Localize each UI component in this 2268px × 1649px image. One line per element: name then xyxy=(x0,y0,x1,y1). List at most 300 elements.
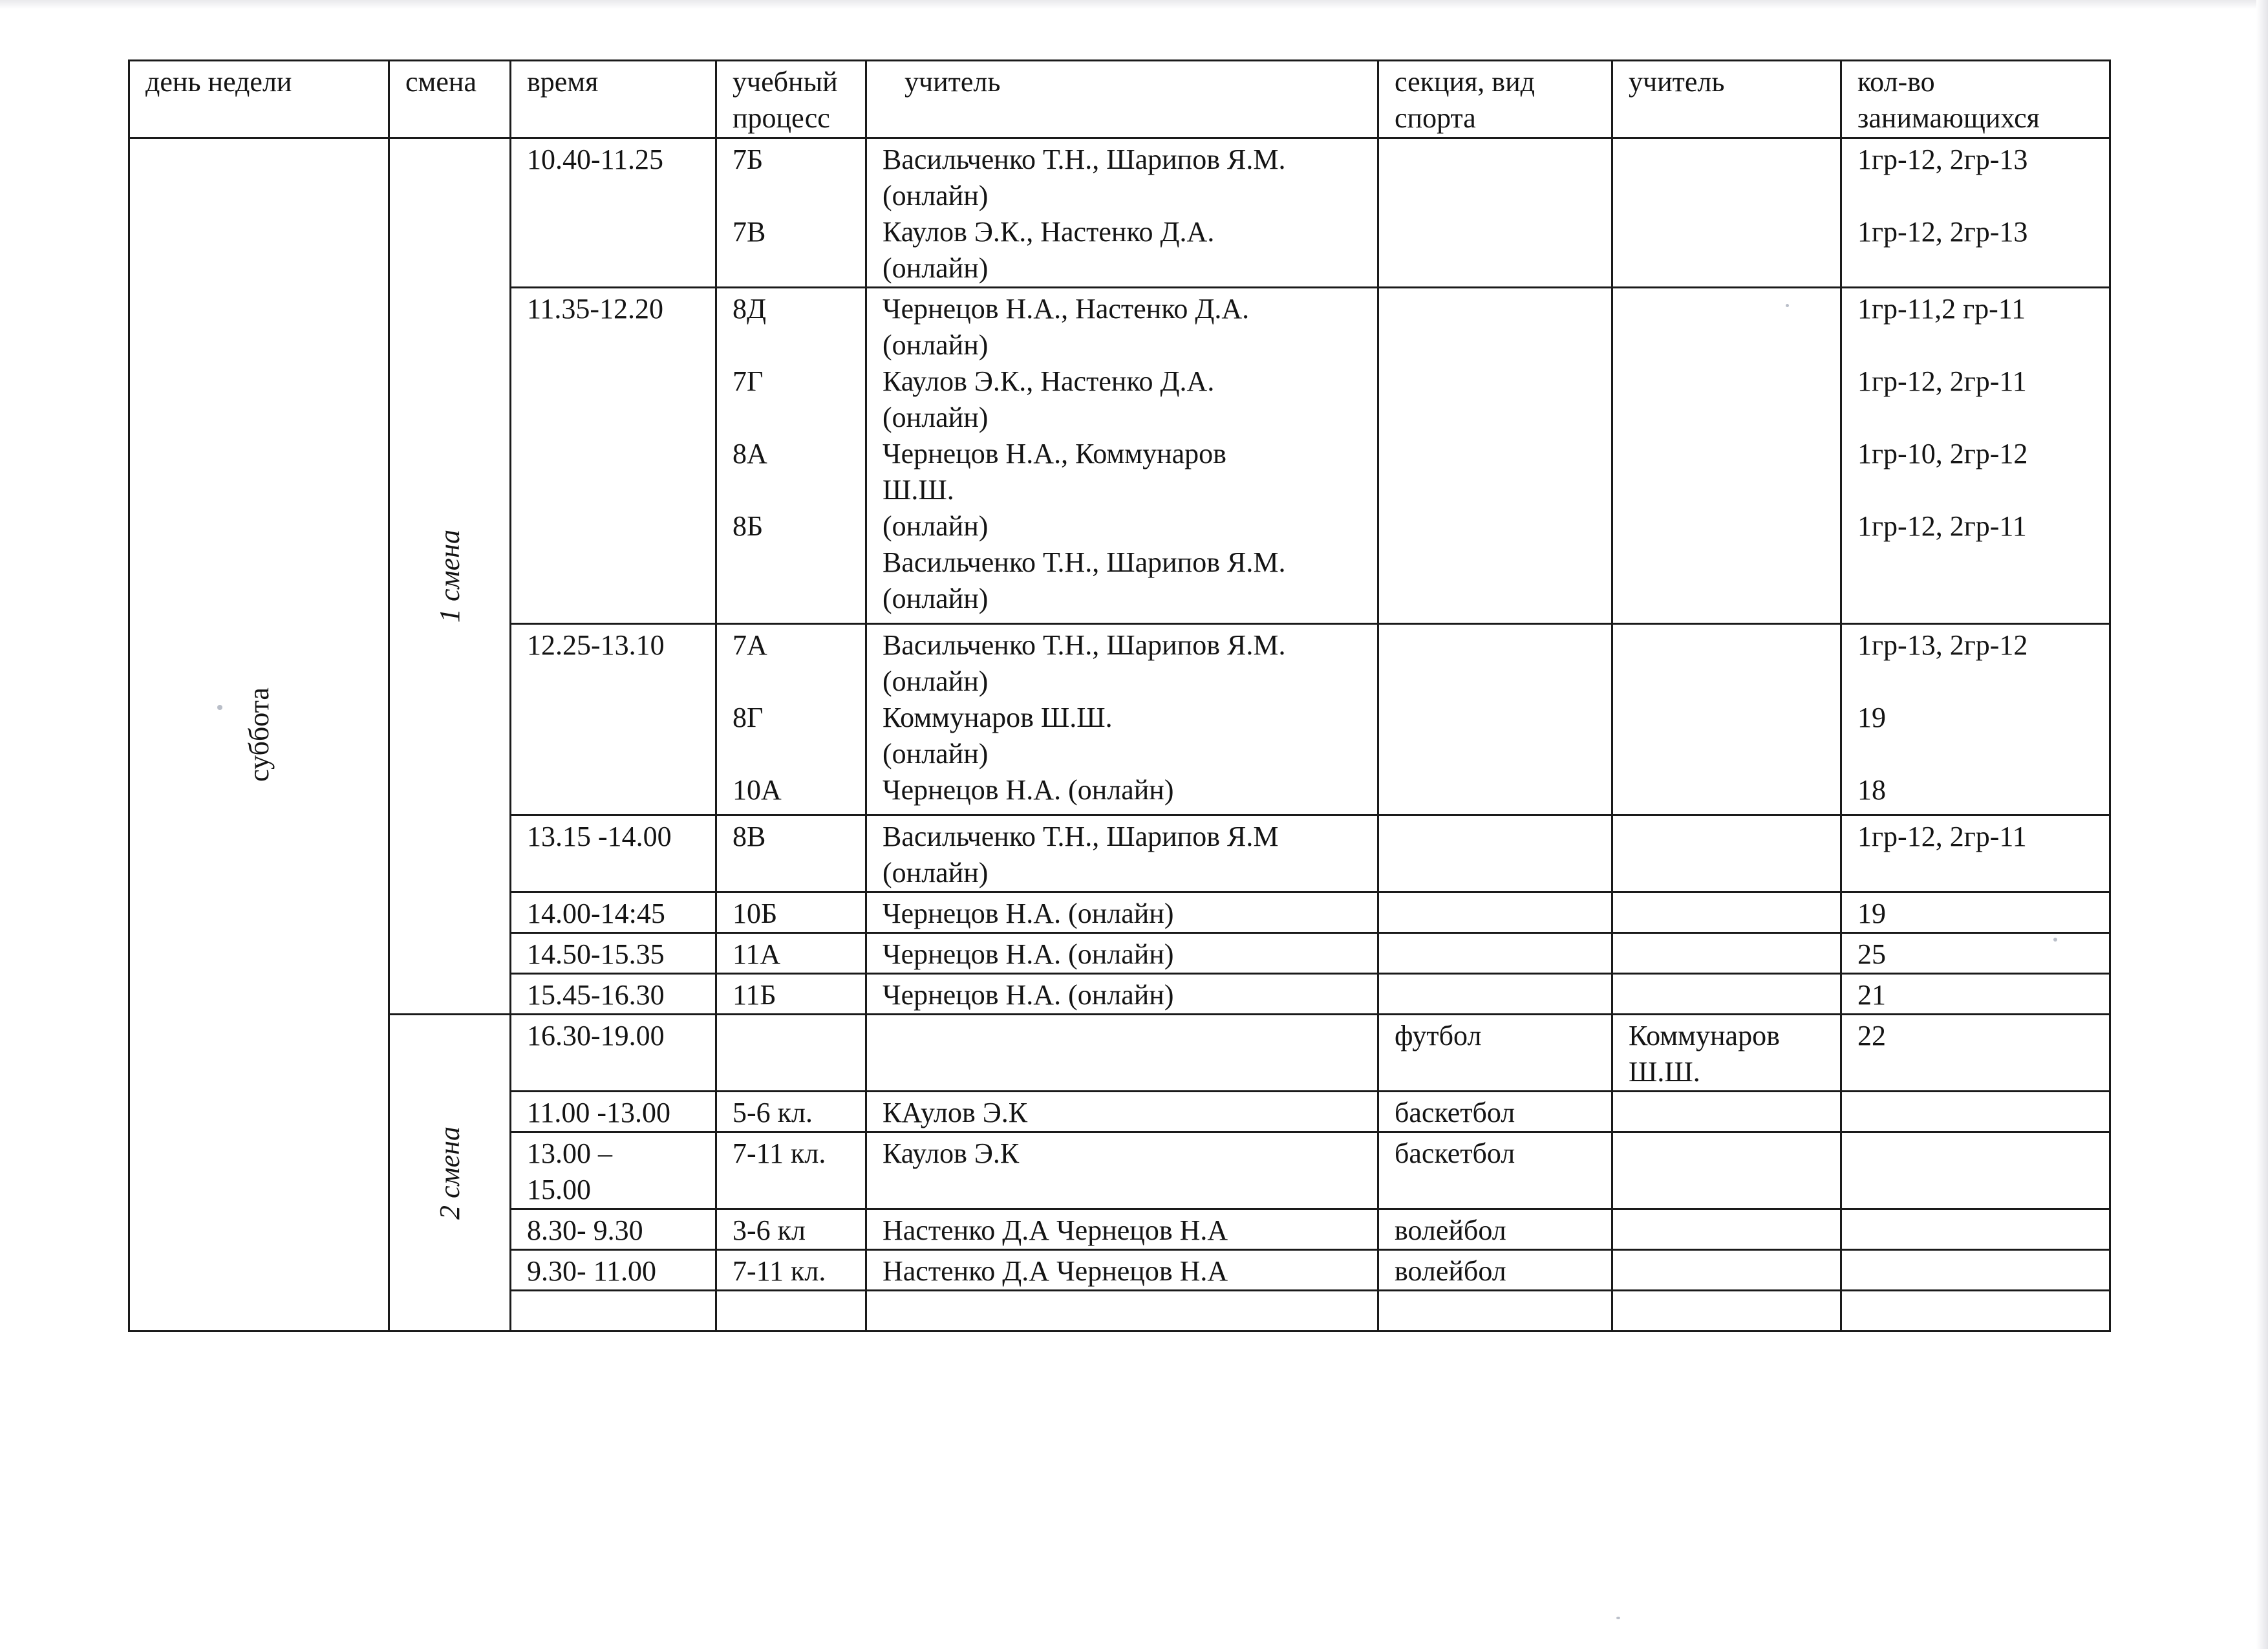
cell-section-teacher-line xyxy=(1629,1253,1831,1289)
cell-time-lines xyxy=(527,1212,706,1249)
cell-teacher-line: Васильченко Т.Н., Шарипов Я.М. xyxy=(883,629,1286,661)
table-row xyxy=(129,138,2110,288)
cell-time-lines xyxy=(527,1095,706,1131)
cell-section-teacher-lines xyxy=(1629,291,1831,327)
cell-time-line: 14.00-14:45 xyxy=(527,898,665,929)
cell-class-line: 7Б xyxy=(733,144,764,175)
shift-1-wrap xyxy=(390,139,509,1013)
cell-section-teacher xyxy=(1612,892,1841,933)
header-day xyxy=(129,61,389,138)
cell-class-line xyxy=(733,1294,856,1330)
cell-time xyxy=(511,138,716,288)
cell-count-line xyxy=(1857,736,2100,772)
cell-count-line xyxy=(1857,1253,2100,1289)
cell-teacher-line xyxy=(883,1294,1368,1330)
cell-teacher-line: (онлайн) xyxy=(883,510,989,542)
cell-class-lines xyxy=(733,1095,856,1131)
cell-class-lines xyxy=(733,291,856,617)
cell-class-line: 11Б xyxy=(733,979,776,1011)
cell-teacher-line: Чернецов Н.А. (онлайн) xyxy=(883,938,1174,970)
cell-class-lines xyxy=(733,1018,856,1054)
day-label: суббота xyxy=(242,687,275,782)
cell-teacher-lines xyxy=(883,1212,1368,1249)
cell-count xyxy=(1841,815,2110,892)
header-teacher xyxy=(866,61,1378,138)
cell-count-line: 1гр-10, 2гр-12 xyxy=(1857,438,2028,469)
cell-section-teacher-line xyxy=(1629,1136,1831,1172)
cell-class-lines xyxy=(733,627,856,808)
cell-teacher-lines xyxy=(883,1095,1368,1131)
cell-time-line: 15.45-16.30 xyxy=(527,979,665,1011)
cell-class xyxy=(716,624,866,815)
cell-class-line: 3-6 кл xyxy=(733,1214,806,1246)
header-section-label: секция, вид спорта xyxy=(1395,66,1535,134)
cell-class-line: 8Д xyxy=(733,293,767,325)
cell-teacher-lines xyxy=(883,1136,1368,1172)
cell-count-line: 19 xyxy=(1857,898,1886,929)
header-day-label: день недели xyxy=(145,66,292,98)
cell-section xyxy=(1378,892,1612,933)
cell-time xyxy=(511,815,716,892)
cell-class-line xyxy=(733,472,856,508)
cell-section-teacher xyxy=(1612,624,1841,815)
cell-class xyxy=(716,974,866,1015)
cell-time xyxy=(511,1015,716,1092)
cell-teacher xyxy=(866,138,1378,288)
cell-section xyxy=(1378,1132,1612,1209)
cell-time-lines xyxy=(527,1253,706,1289)
header-row xyxy=(129,61,2110,138)
cell-class-lines xyxy=(733,977,856,1013)
cell-count-lines xyxy=(1857,977,2100,1013)
cell-class-line: 10А xyxy=(733,774,782,806)
cell-count-line: 19 xyxy=(1857,702,1886,733)
cell-section-teacher-line xyxy=(1629,142,1831,178)
cell-section-line: волейбол xyxy=(1395,1255,1506,1287)
cell-section-line xyxy=(1395,291,1602,327)
cell-time xyxy=(511,1291,716,1331)
cell-class xyxy=(716,138,866,288)
cell-class-line: 7Г xyxy=(733,365,764,397)
cell-teacher-line: Настенко Д.А Чернецов Н.А xyxy=(883,1214,1228,1246)
cell-class-line: 8Б xyxy=(733,510,764,542)
cell-teacher-line: Каулов Э.К xyxy=(883,1137,1020,1169)
cell-teacher xyxy=(866,974,1378,1015)
cell-time-line: 13.00 – xyxy=(527,1137,612,1169)
cell-class-line xyxy=(733,1018,856,1054)
cell-teacher-line: Чернецов Н.А. (онлайн) xyxy=(883,774,1174,806)
cell-section-teacher-line: Коммунаров xyxy=(1629,1020,1780,1051)
cell-section-lines xyxy=(1395,936,1602,973)
cell-teacher xyxy=(866,1132,1378,1209)
cell-time xyxy=(511,974,716,1015)
cell-class xyxy=(716,892,866,933)
cell-count xyxy=(1841,1250,2110,1291)
cell-count-line: 22 xyxy=(1857,1020,1886,1051)
cell-section-line: футбол xyxy=(1395,1020,1482,1051)
cell-class xyxy=(716,1209,866,1250)
cell-time-lines xyxy=(527,291,706,327)
cell-count xyxy=(1841,288,2110,624)
cell-section-lines xyxy=(1395,1018,1602,1054)
cell-section xyxy=(1378,1291,1612,1331)
cell-section-teacher xyxy=(1612,1015,1841,1092)
cell-section-line xyxy=(1395,142,1602,178)
cell-count-line xyxy=(1857,1294,2100,1330)
cell-count-lines xyxy=(1857,1018,2100,1054)
cell-class xyxy=(716,1250,866,1291)
header-time xyxy=(511,61,716,138)
cell-section xyxy=(1378,1092,1612,1132)
header-section-teacher xyxy=(1612,61,1841,138)
header-section-teacher-label: учитель xyxy=(1629,66,1725,98)
header-time-label: время xyxy=(527,66,599,98)
cell-count-lines xyxy=(1857,896,2100,932)
cell-class-lines xyxy=(733,1212,856,1249)
cell-time xyxy=(511,1132,716,1209)
cell-class-line: 5-6 кл. xyxy=(733,1097,813,1128)
cell-count xyxy=(1841,974,2110,1015)
cell-count-lines xyxy=(1857,819,2100,855)
header-class xyxy=(716,61,866,138)
cell-count-lines xyxy=(1857,1294,2100,1330)
cell-section-lines xyxy=(1395,819,1602,855)
cell-section-teacher xyxy=(1612,1250,1841,1291)
cell-section xyxy=(1378,974,1612,1015)
cell-time-line: 11.35-12.20 xyxy=(527,293,664,325)
cell-class-line xyxy=(733,581,856,617)
cell-teacher-line: (онлайн) xyxy=(883,402,989,433)
cell-time-lines xyxy=(527,1018,706,1054)
cell-teacher-line: (онлайн) xyxy=(883,738,989,770)
header-count-label: кол-во занимающихся xyxy=(1857,66,2040,134)
cell-count-line: 25 xyxy=(1857,938,1886,970)
cell-section-teacher-lines xyxy=(1629,1018,1831,1090)
cell-time-line: 13.15 -14.00 xyxy=(527,821,672,852)
cell-teacher xyxy=(866,624,1378,815)
cell-section-line xyxy=(1395,819,1602,855)
cell-teacher-line: Чернецов Н.А. (онлайн) xyxy=(883,979,1174,1011)
cell-section xyxy=(1378,138,1612,288)
cell-section-teacher-line xyxy=(1629,291,1831,327)
cell-teacher-line: (онлайн) xyxy=(883,857,989,889)
schedule-body xyxy=(129,61,2110,1331)
shift-2-wrap xyxy=(390,1015,509,1330)
cell-count-line: 1гр-13, 2гр-12 xyxy=(1857,629,2028,661)
cell-time xyxy=(511,892,716,933)
cell-teacher-line: КАулов Э.К xyxy=(883,1097,1028,1128)
cell-teacher-line: Каулов Э.К., Настенко Д.А. xyxy=(883,216,1215,248)
cell-teacher xyxy=(866,1092,1378,1132)
cell-section xyxy=(1378,288,1612,624)
scan-speck xyxy=(1616,1617,1620,1619)
cell-teacher xyxy=(866,1015,1378,1092)
cell-section-teacher-line xyxy=(1629,627,1831,663)
cell-section-teacher-line xyxy=(1629,1095,1831,1131)
cell-time-lines xyxy=(527,1294,706,1330)
cell-class-lines xyxy=(733,142,856,286)
cell-teacher-line: Коммунаров Ш.Ш. xyxy=(883,702,1113,733)
cell-class-line: 8Г xyxy=(733,702,764,733)
cell-teacher-lines xyxy=(883,936,1368,973)
cell-section-line xyxy=(1395,896,1602,932)
cell-class-line: 8А xyxy=(733,438,767,469)
header-shift-label: смена xyxy=(405,66,476,98)
cell-count-line xyxy=(1857,178,2100,214)
cell-section-teacher xyxy=(1612,288,1841,624)
cell-count-line xyxy=(1857,250,2100,286)
cell-section-teacher-lines xyxy=(1629,1095,1831,1131)
cell-section-teacher-lines xyxy=(1629,819,1831,855)
cell-section-teacher-lines xyxy=(1629,142,1831,178)
cell-class-line xyxy=(733,178,856,214)
cell-count xyxy=(1841,1209,2110,1250)
cell-section-teacher-lines xyxy=(1629,1136,1831,1172)
cell-count-lines xyxy=(1857,291,2100,544)
cell-time-lines xyxy=(527,819,706,855)
cell-section-line xyxy=(1395,936,1602,973)
scan-edge-top xyxy=(0,0,2268,9)
cell-count xyxy=(1841,1291,2110,1331)
cell-section-lines xyxy=(1395,627,1602,663)
cell-section-teacher-line xyxy=(1629,1212,1831,1249)
cell-section xyxy=(1378,933,1612,974)
cell-section xyxy=(1378,1250,1612,1291)
cell-section-teacher xyxy=(1612,1291,1841,1331)
cell-teacher xyxy=(866,933,1378,974)
cell-count xyxy=(1841,1092,2110,1132)
cell-count-line: 18 xyxy=(1857,774,1886,806)
cell-class-line: 11А xyxy=(733,938,781,970)
cell-section-line xyxy=(1395,977,1602,1013)
cell-class-line: 7А xyxy=(733,629,767,661)
cell-section-lines xyxy=(1395,1253,1602,1289)
cell-section-teacher-lines xyxy=(1629,977,1831,1013)
cell-teacher-line: (онлайн) xyxy=(883,583,989,614)
cell-teacher-lines xyxy=(883,627,1368,808)
cell-teacher-line: (онлайн) xyxy=(883,180,989,211)
cell-count xyxy=(1841,1132,2110,1209)
cell-section-lines xyxy=(1395,291,1602,327)
cell-section-teacher-lines xyxy=(1629,1253,1831,1289)
cell-count-line xyxy=(1857,1095,2100,1131)
cell-count-line: 1гр-12, 2гр-11 xyxy=(1857,510,2027,542)
day-cell xyxy=(129,138,389,1331)
table-row xyxy=(129,1015,2110,1092)
cell-section-lines xyxy=(1395,977,1602,1013)
cell-count-line: 1гр-12, 2гр-13 xyxy=(1857,216,2028,248)
cell-section-lines xyxy=(1395,1136,1602,1172)
cell-class xyxy=(716,933,866,974)
cell-time-line: 16.30-19.00 xyxy=(527,1020,665,1051)
cell-class-lines xyxy=(733,1253,856,1289)
cell-count-lines xyxy=(1857,627,2100,808)
cell-teacher-line: (онлайн) xyxy=(883,252,989,284)
cell-teacher-line: Ш.Ш. xyxy=(883,474,954,506)
cell-section-teacher-line xyxy=(1629,896,1831,932)
scan-edge-right xyxy=(2256,0,2268,1649)
cell-section-lines xyxy=(1395,1294,1602,1330)
cell-teacher-line: Васильченко Т.Н., Шарипов Я.М. xyxy=(883,546,1286,578)
cell-class xyxy=(716,288,866,624)
cell-count-line xyxy=(1857,1212,2100,1249)
cell-teacher xyxy=(866,1250,1378,1291)
cell-section xyxy=(1378,624,1612,815)
cell-time-lines xyxy=(527,142,706,178)
cell-count xyxy=(1841,138,2110,288)
cell-section-teacher-line: Ш.Ш. xyxy=(1629,1056,1700,1088)
cell-teacher xyxy=(866,892,1378,933)
cell-section-lines xyxy=(1395,1095,1602,1131)
cell-section-teacher-line xyxy=(1629,936,1831,973)
cell-teacher-line: (онлайн) xyxy=(883,665,989,697)
cell-count-line: 1гр-12, 2гр-13 xyxy=(1857,144,2028,175)
cell-count-lines xyxy=(1857,1136,2100,1172)
cell-count-line xyxy=(1857,663,2100,700)
schedule-table xyxy=(128,59,2111,1332)
cell-count xyxy=(1841,624,2110,815)
shift-2-label: 2 смена xyxy=(433,1126,465,1220)
cell-count xyxy=(1841,1015,2110,1092)
cell-section-teacher xyxy=(1612,138,1841,288)
cell-class xyxy=(716,1132,866,1209)
cell-teacher-lines xyxy=(883,977,1368,1013)
cell-teacher-line: Настенко Д.А Чернецов Н.А xyxy=(883,1255,1228,1287)
cell-section-lines xyxy=(1395,896,1602,932)
cell-class xyxy=(716,1291,866,1331)
cell-time-line: 15.00 xyxy=(527,1174,591,1205)
cell-section-lines xyxy=(1395,142,1602,178)
cell-class xyxy=(716,815,866,892)
cell-teacher-lines xyxy=(883,291,1368,617)
header-teacher-label: учитель xyxy=(904,66,1001,98)
cell-count-lines xyxy=(1857,142,2100,286)
cell-class-lines xyxy=(733,819,856,855)
cell-count xyxy=(1841,933,2110,974)
cell-time xyxy=(511,288,716,624)
cell-class-line: 10Б xyxy=(733,898,778,929)
cell-class-line: 7-11 кл. xyxy=(733,1137,826,1169)
cell-count-line xyxy=(1857,327,2100,363)
cell-count-line: 1гр-12, 2гр-11 xyxy=(1857,365,2027,397)
cell-time-line: 11.00 -13.00 xyxy=(527,1097,671,1128)
cell-section-teacher xyxy=(1612,1209,1841,1250)
cell-section xyxy=(1378,1209,1612,1250)
cell-section-teacher xyxy=(1612,1092,1841,1132)
cell-class-line: 7В xyxy=(733,216,766,248)
cell-section-teacher-lines xyxy=(1629,627,1831,663)
cell-teacher-line: Каулов Э.К., Настенко Д.А. xyxy=(883,365,1215,397)
cell-teacher-lines xyxy=(883,1294,1368,1330)
cell-count-lines xyxy=(1857,1212,2100,1249)
cell-time-lines xyxy=(527,1136,706,1208)
cell-class-lines xyxy=(733,1136,856,1172)
cell-section-line: баскетбол xyxy=(1395,1137,1515,1169)
cell-teacher-line: Васильченко Т.Н., Шарипов Я.М xyxy=(883,821,1279,852)
cell-teacher-line: (онлайн) xyxy=(883,329,989,361)
cell-teacher-line: Васильченко Т.Н., Шарипов Я.М. xyxy=(883,144,1286,175)
cell-count-line: 1гр-11,2 гр-11 xyxy=(1857,293,2026,325)
cell-teacher-lines xyxy=(883,819,1368,891)
cell-teacher xyxy=(866,1291,1378,1331)
cell-time-line: 10.40-11.25 xyxy=(527,144,664,175)
cell-count-line xyxy=(1857,1136,2100,1172)
cell-count-line xyxy=(1857,472,2100,508)
header-class-label: учебный процесс xyxy=(733,66,838,134)
cell-count-line: 1гр-12, 2гр-11 xyxy=(1857,821,2027,852)
cell-count xyxy=(1841,892,2110,933)
cell-class xyxy=(716,1092,866,1132)
cell-time-lines xyxy=(527,936,706,973)
cell-teacher xyxy=(866,815,1378,892)
cell-teacher xyxy=(866,1209,1378,1250)
cell-class-line xyxy=(733,327,856,363)
cell-teacher-lines xyxy=(883,1253,1368,1289)
cell-section-teacher xyxy=(1612,1132,1841,1209)
cell-section-teacher-lines xyxy=(1629,1294,1831,1330)
cell-time xyxy=(511,1092,716,1132)
cell-section xyxy=(1378,1015,1612,1092)
cell-section-line: волейбол xyxy=(1395,1214,1506,1246)
cell-section-teacher xyxy=(1612,815,1841,892)
day-label-wrap xyxy=(130,139,388,1330)
cell-count-line xyxy=(1857,400,2100,436)
cell-section-teacher-line xyxy=(1629,819,1831,855)
cell-teacher-line xyxy=(883,1018,1368,1054)
cell-class-line xyxy=(733,250,856,286)
cell-count-line: 21 xyxy=(1857,979,1886,1011)
header-section xyxy=(1378,61,1612,138)
cell-time-line: 9.30- 11.00 xyxy=(527,1255,657,1287)
cell-class-lines xyxy=(733,936,856,973)
cell-class-line: 7-11 кл. xyxy=(733,1255,826,1287)
cell-class-line: 8В xyxy=(733,821,766,852)
cell-time-line xyxy=(527,1294,706,1330)
cell-teacher-lines xyxy=(883,142,1368,286)
cell-time-lines xyxy=(527,977,706,1013)
cell-section-teacher-lines xyxy=(1629,1212,1831,1249)
cell-class xyxy=(716,1015,866,1092)
cell-teacher xyxy=(866,288,1378,624)
cell-class-line xyxy=(733,544,856,581)
cell-teacher-lines xyxy=(883,1018,1368,1054)
cell-time xyxy=(511,1250,716,1291)
cell-time-lines xyxy=(527,627,706,663)
cell-time xyxy=(511,624,716,815)
cell-section-line: баскетбол xyxy=(1395,1097,1515,1128)
cell-count-lines xyxy=(1857,1253,2100,1289)
cell-section-lines xyxy=(1395,1212,1602,1249)
cell-class-line xyxy=(733,663,856,700)
cell-section-teacher-line xyxy=(1629,1294,1831,1330)
cell-section-teacher-lines xyxy=(1629,936,1831,973)
cell-time xyxy=(511,1209,716,1250)
cell-section-teacher-line xyxy=(1629,977,1831,1013)
shift-1-cell xyxy=(389,138,511,1015)
cell-class-line xyxy=(733,736,856,772)
cell-time-lines xyxy=(527,896,706,932)
header-count xyxy=(1841,61,2110,138)
cell-time-line: 14.50-15.35 xyxy=(527,938,665,970)
cell-section-teacher xyxy=(1612,933,1841,974)
cell-teacher-line: Чернецов Н.А. (онлайн) xyxy=(883,898,1174,929)
cell-section-line xyxy=(1395,627,1602,663)
cell-time-line: 8.30- 9.30 xyxy=(527,1214,643,1246)
cell-section xyxy=(1378,815,1612,892)
cell-teacher-line: Чернецов Н.А., Настенко Д.А. xyxy=(883,293,1250,325)
cell-class-lines xyxy=(733,1294,856,1330)
shift-1-label: 1 смена xyxy=(433,530,465,623)
